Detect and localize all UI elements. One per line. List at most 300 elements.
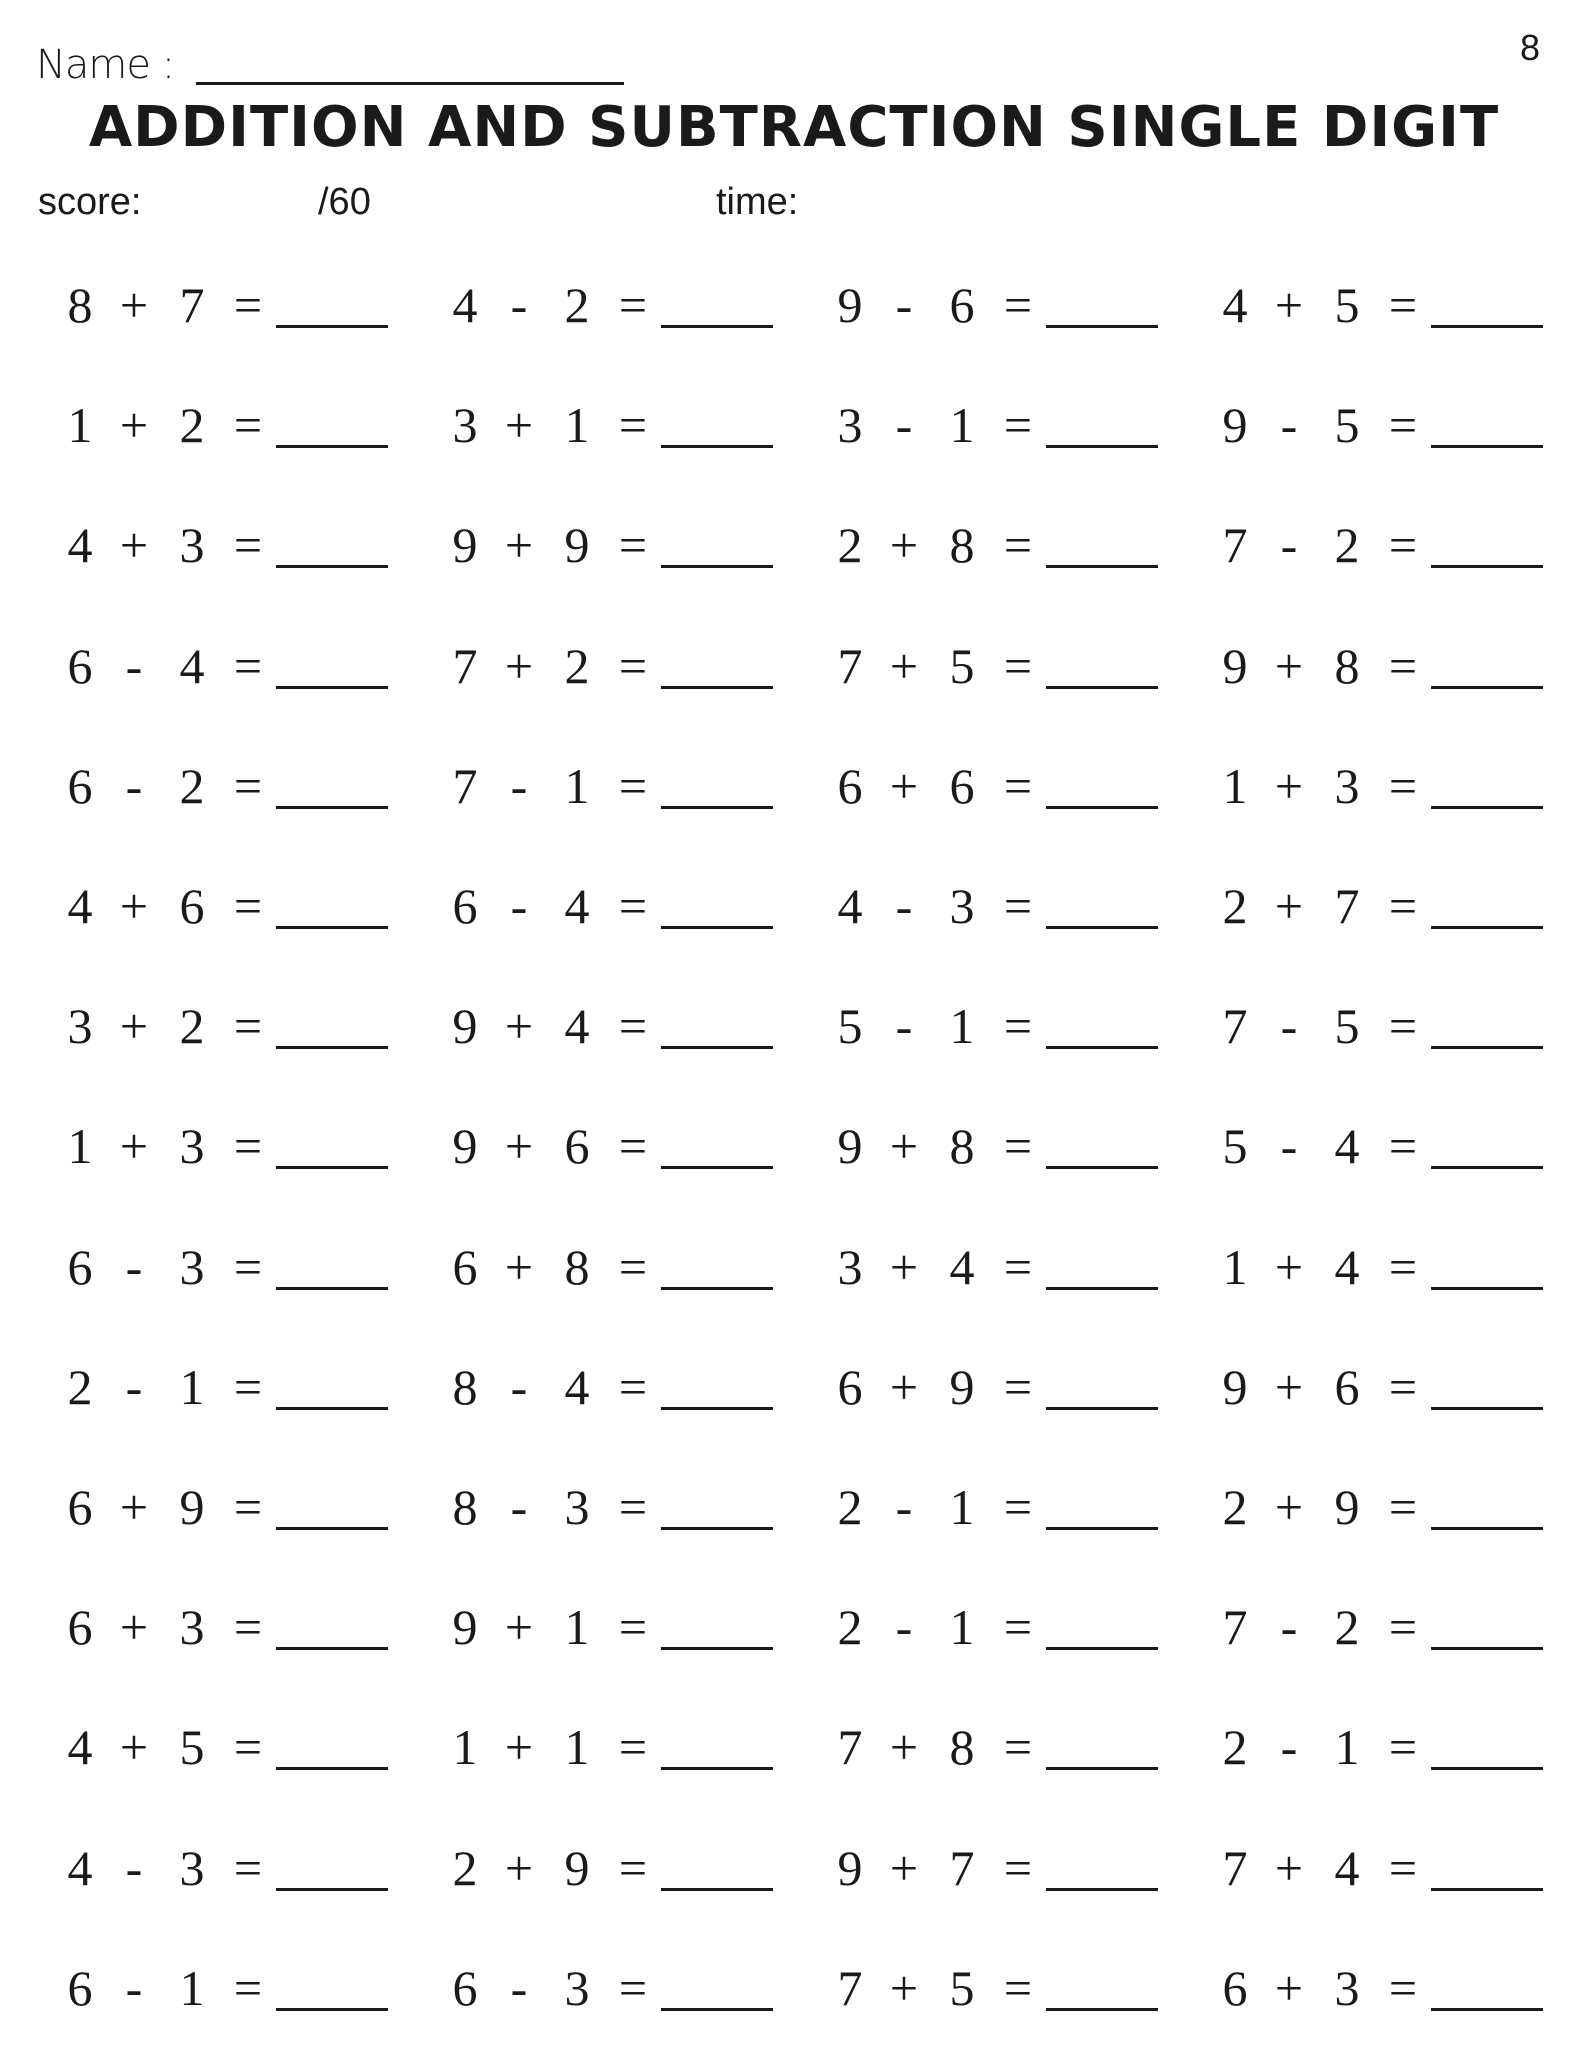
problem-11-3 xyxy=(832,1472,1162,1535)
equals-sign: = xyxy=(1388,517,1418,573)
operator: + xyxy=(504,1118,534,1174)
second-operand: 1 xyxy=(179,1359,205,1415)
second-operand: 4 xyxy=(564,1359,590,1415)
answer-blank[interactable] xyxy=(1046,806,1158,809)
equals-sign: = xyxy=(1388,1719,1418,1775)
operator: + xyxy=(889,1960,919,2016)
first-operand: 7 xyxy=(452,638,478,694)
equals-sign: = xyxy=(1003,638,1033,694)
second-operand: 6 xyxy=(1334,1359,1360,1415)
equals-sign: = xyxy=(233,998,263,1054)
answer-blank[interactable] xyxy=(276,565,388,568)
equals-sign: = xyxy=(233,1840,263,1896)
first-operand: 7 xyxy=(1222,517,1248,573)
answer-blank[interactable] xyxy=(1046,565,1158,568)
second-operand: 2 xyxy=(179,998,205,1054)
operator: + xyxy=(1274,758,1304,814)
answer-blank[interactable] xyxy=(1046,1046,1158,1049)
operator: - xyxy=(895,1599,913,1655)
first-operand: 2 xyxy=(67,1359,93,1415)
operator: + xyxy=(504,517,534,573)
answer-blank[interactable] xyxy=(661,1767,773,1770)
first-operand: 6 xyxy=(452,878,478,934)
equals-sign: = xyxy=(1388,758,1418,814)
second-operand: 5 xyxy=(1334,277,1360,333)
operator: - xyxy=(125,758,143,814)
second-operand: 6 xyxy=(179,878,205,934)
first-operand: 1 xyxy=(67,397,93,453)
problem-14-2 xyxy=(447,1833,777,1896)
equals-sign: = xyxy=(1003,878,1033,934)
operator: + xyxy=(1274,1840,1304,1896)
operator: - xyxy=(510,758,528,814)
second-operand: 1 xyxy=(564,758,590,814)
second-operand: 9 xyxy=(564,517,590,573)
equals-sign: = xyxy=(1388,277,1418,333)
problem-14-1 xyxy=(62,1833,392,1896)
problem-5-4 xyxy=(1217,751,1547,814)
equals-sign: = xyxy=(1388,638,1418,694)
equals-sign: = xyxy=(618,1239,648,1295)
equals-sign: = xyxy=(233,878,263,934)
second-operand: 6 xyxy=(949,758,975,814)
second-operand: 3 xyxy=(179,517,205,573)
operator: - xyxy=(125,1359,143,1415)
second-operand: 3 xyxy=(1334,758,1360,814)
operator: + xyxy=(1274,1359,1304,1415)
equals-sign: = xyxy=(618,397,648,453)
problem-13-2 xyxy=(447,1712,777,1775)
equals-sign: = xyxy=(1388,1359,1418,1415)
operator: + xyxy=(119,1118,149,1174)
equals-sign: = xyxy=(1388,397,1418,453)
answer-blank[interactable] xyxy=(661,2008,773,2011)
answer-blank[interactable] xyxy=(661,1046,773,1049)
answer-blank[interactable] xyxy=(1046,926,1158,929)
score-total: /60 xyxy=(318,181,371,223)
problem-10-2 xyxy=(447,1352,777,1415)
operator: + xyxy=(1274,638,1304,694)
first-operand: 8 xyxy=(67,277,93,333)
equals-sign: = xyxy=(233,397,263,453)
operator: - xyxy=(1280,1599,1298,1655)
answer-blank[interactable] xyxy=(276,2008,388,2011)
first-operand: 9 xyxy=(837,277,863,333)
problem-8-2 xyxy=(447,1111,777,1174)
answer-blank[interactable] xyxy=(1431,565,1543,568)
problem-10-3 xyxy=(832,1352,1162,1415)
answer-blank[interactable] xyxy=(661,1647,773,1650)
first-operand: 6 xyxy=(67,638,93,694)
answer-blank[interactable] xyxy=(661,1527,773,1530)
second-operand: 5 xyxy=(1334,998,1360,1054)
problem-1-2 xyxy=(447,270,777,333)
second-operand: 7 xyxy=(949,1840,975,1896)
first-operand: 6 xyxy=(67,1239,93,1295)
first-operand: 2 xyxy=(1222,878,1248,934)
equals-sign: = xyxy=(618,878,648,934)
problem-12-1 xyxy=(62,1592,392,1655)
operator: - xyxy=(1280,1719,1298,1775)
problem-6-4 xyxy=(1217,871,1547,934)
problem-1-1 xyxy=(62,270,392,333)
second-operand: 3 xyxy=(1334,1960,1360,2016)
answer-blank[interactable] xyxy=(1046,2008,1158,2011)
operator: + xyxy=(119,397,149,453)
equals-sign: = xyxy=(1003,1599,1033,1655)
equals-sign: = xyxy=(1388,1960,1418,2016)
second-operand: 3 xyxy=(179,1599,205,1655)
equals-sign: = xyxy=(618,1479,648,1535)
first-operand: 3 xyxy=(837,397,863,453)
equals-sign: = xyxy=(618,758,648,814)
problem-15-1 xyxy=(62,1953,392,2016)
second-operand: 9 xyxy=(564,1840,590,1896)
answer-blank[interactable] xyxy=(1046,1527,1158,1530)
first-operand: 2 xyxy=(837,1479,863,1535)
second-operand: 8 xyxy=(564,1239,590,1295)
answer-blank[interactable] xyxy=(1431,445,1543,448)
second-operand: 6 xyxy=(564,1118,590,1174)
problem-7-3 xyxy=(832,991,1162,1054)
answer-blank[interactable] xyxy=(661,1888,773,1891)
operator: - xyxy=(510,1359,528,1415)
equals-sign: = xyxy=(233,277,263,333)
first-operand: 6 xyxy=(452,1960,478,2016)
operator: + xyxy=(504,397,534,453)
second-operand: 2 xyxy=(179,397,205,453)
equals-sign: = xyxy=(618,1840,648,1896)
equals-sign: = xyxy=(233,1719,263,1775)
second-operand: 3 xyxy=(179,1239,205,1295)
equals-sign: = xyxy=(1003,1118,1033,1174)
operator: + xyxy=(889,1719,919,1775)
operator: + xyxy=(889,1118,919,1174)
second-operand: 3 xyxy=(179,1840,205,1896)
second-operand: 5 xyxy=(949,1960,975,2016)
answer-blank[interactable] xyxy=(276,686,388,689)
operator: + xyxy=(119,1599,149,1655)
answer-blank[interactable] xyxy=(1046,325,1158,328)
second-operand: 4 xyxy=(564,998,590,1054)
first-operand: 9 xyxy=(1222,638,1248,694)
problem-1-4 xyxy=(1217,270,1547,333)
answer-blank[interactable] xyxy=(276,1166,388,1169)
first-operand: 9 xyxy=(452,998,478,1054)
first-operand: 9 xyxy=(452,517,478,573)
answer-blank[interactable] xyxy=(1431,1407,1543,1410)
answer-blank[interactable] xyxy=(1046,1287,1158,1290)
problem-9-2 xyxy=(447,1232,777,1295)
operator: + xyxy=(1274,277,1304,333)
problem-6-3 xyxy=(832,871,1162,934)
problem-3-4 xyxy=(1217,510,1547,573)
problem-2-1 xyxy=(62,390,392,453)
first-operand: 9 xyxy=(452,1599,478,1655)
answer-blank[interactable] xyxy=(661,1407,773,1410)
first-operand: 7 xyxy=(1222,1599,1248,1655)
second-operand: 3 xyxy=(564,1960,590,2016)
equals-sign: = xyxy=(1003,397,1033,453)
answer-blank[interactable] xyxy=(1046,1647,1158,1650)
problem-1-3 xyxy=(832,270,1162,333)
answer-blank[interactable] xyxy=(276,926,388,929)
first-operand: 7 xyxy=(837,1960,863,2016)
answer-blank[interactable] xyxy=(276,1767,388,1770)
second-operand: 5 xyxy=(1334,397,1360,453)
operator: + xyxy=(119,1479,149,1535)
problem-13-1 xyxy=(62,1712,392,1775)
equals-sign: = xyxy=(618,1359,648,1415)
answer-blank[interactable] xyxy=(1431,926,1543,929)
operator: + xyxy=(1274,1239,1304,1295)
first-operand: 9 xyxy=(1222,1359,1248,1415)
problem-12-4 xyxy=(1217,1592,1547,1655)
first-operand: 2 xyxy=(837,1599,863,1655)
answer-blank[interactable] xyxy=(276,1287,388,1290)
answer-blank[interactable] xyxy=(661,1166,773,1169)
answer-blank[interactable] xyxy=(276,325,388,328)
first-operand: 5 xyxy=(1222,1118,1248,1174)
first-operand: 7 xyxy=(452,758,478,814)
answer-blank[interactable] xyxy=(661,686,773,689)
problem-11-2 xyxy=(447,1472,777,1535)
first-operand: 4 xyxy=(67,1840,93,1896)
answer-blank[interactable] xyxy=(1431,1046,1543,1049)
problem-14-4 xyxy=(1217,1833,1547,1896)
second-operand: 4 xyxy=(949,1239,975,1295)
second-operand: 1 xyxy=(949,1599,975,1655)
answer-blank[interactable] xyxy=(1046,1888,1158,1891)
second-operand: 8 xyxy=(949,517,975,573)
answer-blank[interactable] xyxy=(1431,325,1543,328)
first-operand: 7 xyxy=(837,638,863,694)
first-operand: 6 xyxy=(67,758,93,814)
operator: + xyxy=(119,1719,149,1775)
operator: + xyxy=(889,758,919,814)
answer-blank[interactable] xyxy=(661,325,773,328)
second-operand: 4 xyxy=(179,638,205,694)
second-operand: 8 xyxy=(949,1118,975,1174)
answer-blank[interactable] xyxy=(1431,1166,1543,1169)
second-operand: 2 xyxy=(564,277,590,333)
second-operand: 1 xyxy=(1334,1719,1360,1775)
equals-sign: = xyxy=(233,1118,263,1174)
first-operand: 7 xyxy=(1222,998,1248,1054)
problem-4-2 xyxy=(447,631,777,694)
answer-blank[interactable] xyxy=(661,926,773,929)
second-operand: 8 xyxy=(1334,638,1360,694)
problem-9-1 xyxy=(62,1232,392,1295)
operator: + xyxy=(1274,1960,1304,2016)
operator: + xyxy=(889,1840,919,1896)
problem-4-1 xyxy=(62,631,392,694)
answer-blank[interactable] xyxy=(1046,1407,1158,1410)
operator: - xyxy=(895,397,913,453)
operator: - xyxy=(125,638,143,694)
operator: - xyxy=(895,878,913,934)
second-operand: 4 xyxy=(1334,1840,1360,1896)
operator: - xyxy=(125,1840,143,1896)
problem-6-2 xyxy=(447,871,777,934)
first-operand: 6 xyxy=(67,1599,93,1655)
first-operand: 4 xyxy=(67,878,93,934)
second-operand: 4 xyxy=(564,878,590,934)
first-operand: 4 xyxy=(1222,277,1248,333)
second-operand: 4 xyxy=(1334,1118,1360,1174)
answer-blank[interactable] xyxy=(1431,1888,1543,1891)
equals-sign: = xyxy=(1003,758,1033,814)
first-operand: 2 xyxy=(1222,1719,1248,1775)
problem-5-1 xyxy=(62,751,392,814)
equals-sign: = xyxy=(1003,1359,1033,1415)
operator: + xyxy=(504,1840,534,1896)
problem-15-2 xyxy=(447,1953,777,2016)
second-operand: 6 xyxy=(949,277,975,333)
operator: + xyxy=(119,277,149,333)
answer-blank[interactable] xyxy=(1046,445,1158,448)
problem-11-1 xyxy=(62,1472,392,1535)
first-operand: 2 xyxy=(452,1840,478,1896)
answer-blank[interactable] xyxy=(276,1888,388,1891)
equals-sign: = xyxy=(618,998,648,1054)
operator: + xyxy=(504,1599,534,1655)
equals-sign: = xyxy=(1003,1960,1033,2016)
first-operand: 3 xyxy=(452,397,478,453)
second-operand: 2 xyxy=(1334,1599,1360,1655)
problem-15-3 xyxy=(832,1953,1162,2016)
equals-sign: = xyxy=(233,1359,263,1415)
second-operand: 5 xyxy=(179,1719,205,1775)
equals-sign: = xyxy=(618,1960,648,2016)
answer-blank[interactable] xyxy=(661,1287,773,1290)
first-operand: 9 xyxy=(452,1118,478,1174)
second-operand: 2 xyxy=(1334,517,1360,573)
problem-2-2 xyxy=(447,390,777,453)
problem-5-2 xyxy=(447,751,777,814)
answer-blank[interactable] xyxy=(1046,1166,1158,1169)
operator: - xyxy=(1280,517,1298,573)
equals-sign: = xyxy=(618,1118,648,1174)
problem-9-4 xyxy=(1217,1232,1547,1295)
answer-blank[interactable] xyxy=(1431,806,1543,809)
equals-sign: = xyxy=(1003,1239,1033,1295)
second-operand: 3 xyxy=(179,1118,205,1174)
answer-blank[interactable] xyxy=(276,1407,388,1410)
first-operand: 6 xyxy=(452,1239,478,1295)
first-operand: 8 xyxy=(452,1359,478,1415)
equals-sign: = xyxy=(1388,1599,1418,1655)
operator: - xyxy=(1280,397,1298,453)
second-operand: 2 xyxy=(179,758,205,814)
answer-blank[interactable] xyxy=(276,806,388,809)
problem-5-3 xyxy=(832,751,1162,814)
first-operand: 6 xyxy=(1222,1960,1248,2016)
equals-sign: = xyxy=(1003,998,1033,1054)
problem-3-1 xyxy=(62,510,392,573)
problem-14-3 xyxy=(832,1833,1162,1896)
equals-sign: = xyxy=(1003,517,1033,573)
second-operand: 7 xyxy=(179,277,205,333)
answer-blank[interactable] xyxy=(661,806,773,809)
problem-3-2 xyxy=(447,510,777,573)
problem-8-1 xyxy=(62,1111,392,1174)
answer-blank[interactable] xyxy=(276,445,388,448)
answer-blank[interactable] xyxy=(1431,1767,1543,1770)
equals-sign: = xyxy=(1003,1719,1033,1775)
score-label: score: xyxy=(38,181,142,223)
equals-sign: = xyxy=(1388,998,1418,1054)
answer-blank[interactable] xyxy=(276,1046,388,1049)
second-operand: 1 xyxy=(949,1479,975,1535)
operator: - xyxy=(895,277,913,333)
answer-blank[interactable] xyxy=(1431,2008,1543,2011)
operator: + xyxy=(1274,1479,1304,1535)
equals-sign: = xyxy=(1388,1840,1418,1896)
first-operand: 4 xyxy=(452,277,478,333)
problem-10-1 xyxy=(62,1352,392,1415)
first-operand: 1 xyxy=(1222,758,1248,814)
problem-12-2 xyxy=(447,1592,777,1655)
answer-blank[interactable] xyxy=(276,1527,388,1530)
problem-12-3 xyxy=(832,1592,1162,1655)
first-operand: 4 xyxy=(67,1719,93,1775)
first-operand: 2 xyxy=(1222,1479,1248,1535)
operator: - xyxy=(510,1960,528,2016)
operator: - xyxy=(125,1960,143,2016)
operator: - xyxy=(1280,1118,1298,1174)
page-number: 8 xyxy=(1519,27,1540,68)
problem-2-3 xyxy=(832,390,1162,453)
problem-11-4 xyxy=(1217,1472,1547,1535)
first-operand: 4 xyxy=(837,878,863,934)
operator: - xyxy=(125,1239,143,1295)
operator: + xyxy=(119,998,149,1054)
equals-sign: = xyxy=(233,517,263,573)
answer-blank[interactable] xyxy=(661,445,773,448)
second-operand: 1 xyxy=(564,397,590,453)
answer-blank[interactable] xyxy=(1431,1287,1543,1290)
operator: - xyxy=(510,277,528,333)
second-operand: 9 xyxy=(1334,1479,1360,1535)
first-operand: 9 xyxy=(837,1840,863,1896)
problem-8-4 xyxy=(1217,1111,1547,1174)
first-operand: 5 xyxy=(837,998,863,1054)
answer-blank[interactable] xyxy=(661,565,773,568)
problem-10-4 xyxy=(1217,1352,1547,1415)
first-operand: 4 xyxy=(67,517,93,573)
equals-sign: = xyxy=(1388,1118,1418,1174)
second-operand: 3 xyxy=(949,878,975,934)
operator: - xyxy=(510,878,528,934)
equals-sign: = xyxy=(233,1239,263,1295)
first-operand: 3 xyxy=(837,1239,863,1295)
first-operand: 7 xyxy=(1222,1840,1248,1896)
answer-blank[interactable] xyxy=(276,1647,388,1650)
answer-blank[interactable] xyxy=(1431,1527,1543,1530)
answer-blank[interactable] xyxy=(1046,1767,1158,1770)
second-operand: 4 xyxy=(1334,1239,1360,1295)
problem-7-2 xyxy=(447,991,777,1054)
equals-sign: = xyxy=(618,1599,648,1655)
problem-13-3 xyxy=(832,1712,1162,1775)
second-operand: 8 xyxy=(949,1719,975,1775)
first-operand: 6 xyxy=(837,1359,863,1415)
answer-blank[interactable] xyxy=(1431,686,1543,689)
first-operand: 6 xyxy=(67,1479,93,1535)
answer-blank[interactable] xyxy=(1431,1647,1543,1650)
answer-blank[interactable] xyxy=(1046,686,1158,689)
